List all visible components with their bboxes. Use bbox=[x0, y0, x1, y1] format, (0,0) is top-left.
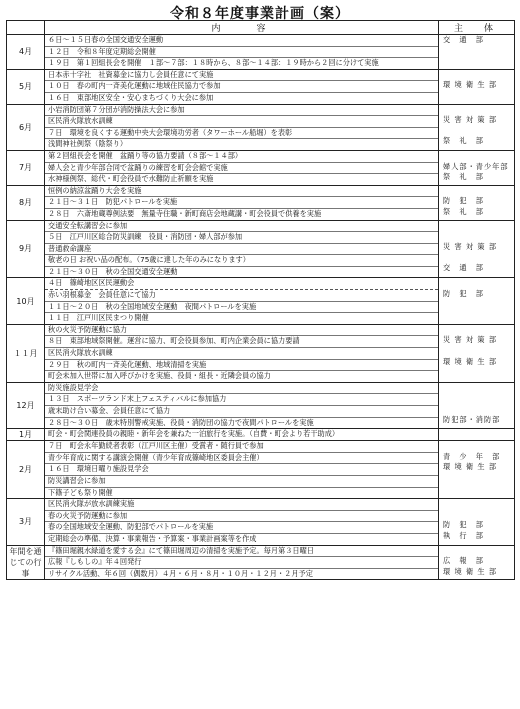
table-header-row bbox=[7, 21, 515, 35]
content-line: 水神様例祭、総代・町会役員で水難防止祈願を実施 bbox=[48, 174, 214, 184]
month-cell: 5月 bbox=[7, 69, 45, 104]
content-line: 区民消火隊が放水訓練実施 bbox=[45, 499, 438, 511]
subject-line bbox=[439, 484, 514, 495]
header-subject: 主 体 bbox=[439, 21, 515, 35]
subject-line bbox=[439, 56, 514, 67]
content-line: ２１日～３１日 防犯パトロールを実施 bbox=[45, 197, 438, 209]
subject-cell bbox=[439, 324, 515, 382]
subject-line bbox=[439, 252, 514, 263]
subject-cell bbox=[439, 220, 515, 278]
table-row bbox=[7, 185, 515, 220]
subject-line: 環 境 衛 生 部 bbox=[443, 356, 498, 366]
content-line: 交通安全転講習会に参加 bbox=[45, 221, 438, 233]
subject-line bbox=[439, 221, 514, 232]
subject-line bbox=[439, 186, 514, 197]
subject-line: 婦人部・青少年部 bbox=[443, 161, 509, 171]
header-month bbox=[7, 21, 45, 35]
content-cell bbox=[45, 382, 439, 428]
content-line: 青少年育成に関する講演会開催（青少年育成篠崎地区委員会主催） bbox=[45, 453, 438, 465]
content-line: ７日 町会永年勤続者表彰（江戸川区主催）受賞者・随行員で参加 bbox=[45, 441, 438, 453]
content-line: 町会未加入世帯に加入呼びかけを実施、役員・組長・近隣会員の協力 bbox=[48, 371, 271, 381]
content-cell bbox=[45, 441, 439, 499]
month-cell: 3月 bbox=[7, 499, 45, 545]
table-row bbox=[7, 150, 515, 185]
subject-line bbox=[439, 151, 514, 162]
content-line: ２８日 六斎地蔵尊例法要 無量寺住職・新町商店会地蔵講・町会役員で供養を実施 bbox=[48, 208, 322, 218]
content-line: 日本赤十字社 社資募金に協力し会員任意にて実施 bbox=[45, 70, 438, 82]
content-line: １６日 環境日曜り施設見学会 bbox=[45, 464, 438, 476]
content-line: 浅間神社例祭（陰祭り） bbox=[48, 139, 128, 149]
subject-line: 災 害 対 策 部 bbox=[443, 241, 498, 251]
content-line: 区民消火隊放水訓練 bbox=[45, 348, 438, 360]
content-line: 第２回組長会を開催 盆踊り等の協力要請（８部～１４部） bbox=[45, 151, 438, 163]
subject-line bbox=[439, 383, 514, 394]
content-cell bbox=[45, 429, 439, 441]
subject-line bbox=[439, 325, 514, 336]
table-row bbox=[7, 69, 515, 104]
subject-cell bbox=[439, 382, 515, 428]
table-body bbox=[7, 35, 515, 580]
month-cell: 1月 bbox=[7, 429, 45, 441]
content-cell bbox=[45, 545, 439, 580]
content-line: １３日 スポーツランド末上フェスティバルに参加協力 bbox=[45, 394, 438, 406]
table-row bbox=[7, 545, 515, 580]
content-line: ５日 江戸川区総合防災訓練 役員・消防団・婦人部が参加 bbox=[45, 232, 438, 244]
subject-line: 交 通 部 bbox=[443, 262, 484, 272]
subject-line bbox=[439, 105, 514, 116]
content-line: 春の全国地域安全運動、防犯部でパトロールを実施 bbox=[45, 522, 438, 534]
subject-line: 災 害 対 策 部 bbox=[443, 115, 498, 125]
content-line: １１日～２０日 秋の全国地域安全運動 夜間パトロールを実施 bbox=[45, 302, 438, 314]
month-cell: １１月 bbox=[7, 324, 45, 382]
content-cell bbox=[45, 104, 439, 150]
content-line: 赤い羽根募金 会員任意にて協力 bbox=[45, 290, 438, 302]
month-cell: 年間を通じての行事 bbox=[7, 545, 45, 580]
subject-cell bbox=[439, 545, 515, 580]
subject-line bbox=[439, 473, 514, 484]
content-line: ６日～１５日春の全国交通安全運動 bbox=[45, 35, 438, 47]
subject-line bbox=[439, 231, 514, 242]
subject-line bbox=[439, 300, 514, 311]
page-title: 令和８年度事業計画（案） bbox=[170, 6, 350, 22]
subject-cell bbox=[439, 69, 515, 104]
content-line: ２１日～３０日 秋の全国交通安全運動 bbox=[48, 266, 178, 276]
subject-line: 祭 礼 部 bbox=[443, 136, 484, 146]
subject-cell bbox=[439, 499, 515, 545]
content-line: 春の火災予防運動に参加 bbox=[45, 511, 438, 523]
subject-line bbox=[439, 278, 514, 289]
table-row bbox=[7, 324, 515, 382]
subject-line bbox=[439, 310, 514, 321]
month-cell: 10月 bbox=[7, 278, 45, 324]
content-line: 防災講習会に参加 bbox=[45, 476, 438, 488]
subject-cell bbox=[439, 104, 515, 150]
subject-line: 祭 礼 部 bbox=[443, 172, 484, 182]
subject-line: 防犯部・消防部 bbox=[443, 414, 501, 424]
subject-line bbox=[439, 404, 514, 415]
subject-line: 祭 礼 部 bbox=[443, 206, 484, 216]
subject-line bbox=[439, 546, 514, 557]
plan-table bbox=[6, 20, 515, 580]
subject-line bbox=[439, 499, 514, 510]
table-row bbox=[7, 382, 515, 428]
subject-line bbox=[439, 393, 514, 404]
content-cell bbox=[45, 150, 439, 185]
table-row bbox=[7, 441, 515, 499]
content-line: ７日 環境を良くする運動中央大会環境功労者（タワーホール船堀）を表彰 bbox=[45, 128, 438, 140]
month-cell: 7月 bbox=[7, 150, 45, 185]
table-row bbox=[7, 220, 515, 278]
content-cell bbox=[45, 324, 439, 382]
subject-line bbox=[439, 46, 514, 57]
content-line: 『篠田堀親水緑道を愛する会』にて篠田堀周辺の清掃を実施予定。毎月第３日曜日 bbox=[45, 546, 438, 558]
table-row bbox=[7, 429, 515, 441]
subject-line bbox=[439, 126, 514, 137]
content-line: 防災施設見学会 bbox=[45, 383, 438, 395]
content-line: 敬老の日 お祝い品の配布。（75歳に達した年のみになります） bbox=[45, 255, 438, 267]
content-line: 区民消火隊放水訓練 bbox=[45, 116, 438, 128]
content-line: 秋の火災予防運動に協力 bbox=[45, 325, 438, 337]
month-cell: 6月 bbox=[7, 104, 45, 150]
content-line: ８日 東部地域祭開催。運営に協力、町会役員参加、町内企業会員に協力要請 bbox=[45, 336, 438, 348]
content-line: 町会・町会関連役員の親睦・新年会を兼ねた一泊旅行を実施。（自費・町会より若干助成） bbox=[48, 429, 340, 439]
content-line: 下篠子ども祭り開催 bbox=[48, 487, 113, 497]
content-cell bbox=[45, 35, 439, 70]
table-row bbox=[7, 278, 515, 324]
subject-line: 執 行 部 bbox=[443, 530, 484, 540]
content-line: 定期総会の準備、決算・事業報告・予算案・事業計画案等を作成 bbox=[48, 533, 257, 543]
subject-line: 交 通 部 bbox=[443, 35, 484, 44]
subject-line bbox=[439, 91, 514, 102]
subject-line bbox=[439, 441, 514, 452]
month-cell: 4月 bbox=[7, 35, 45, 70]
content-line: 普通救命講座 bbox=[45, 244, 438, 256]
content-cell bbox=[45, 185, 439, 220]
table-row bbox=[7, 35, 515, 70]
header-content: 内 容 bbox=[45, 21, 439, 35]
content-line: 小岩消防団第７分団が消防操法大会に参加 bbox=[45, 105, 438, 117]
subject-line bbox=[439, 429, 514, 440]
content-cell bbox=[45, 499, 439, 545]
subject-line: 災 害 対 策 部 bbox=[443, 335, 498, 345]
content-line: １６日 東部地区安全・安心まちづくり大会に参加 bbox=[48, 92, 214, 102]
content-line: １２日 令和８年度定期総会開催 bbox=[45, 47, 438, 59]
subject-line bbox=[439, 367, 514, 378]
month-cell: 2月 bbox=[7, 441, 45, 499]
subject-line: 広 報 部 bbox=[443, 556, 484, 566]
subject-line: 防 犯 部 bbox=[443, 520, 484, 530]
table-row bbox=[7, 499, 515, 545]
content-line: １０日 春の町内一斉美化運動に地域住民協力で参加 bbox=[45, 81, 438, 93]
month-cell: 8月 bbox=[7, 185, 45, 220]
table-row bbox=[7, 104, 515, 150]
content-line: ２８日～３０日 歳末特別警戒実施、役員・消防団の協力で夜間パトロールを実施 bbox=[48, 417, 314, 427]
content-cell bbox=[45, 69, 439, 104]
subject-cell bbox=[439, 429, 515, 441]
subject-line: 防 犯 部 bbox=[443, 289, 484, 299]
subject-line: 青 少 年 部 bbox=[443, 451, 501, 461]
subject-line bbox=[439, 510, 514, 521]
content-line: １９日 第１回組長会を開催 １部～７部：１８時から、８部～１４部：１９時から２回に分けて実施 bbox=[48, 58, 379, 68]
month-cell: 12月 bbox=[7, 382, 45, 428]
subject-cell bbox=[439, 185, 515, 220]
content-line: 広報『しもしの』年４回発行 bbox=[45, 557, 438, 569]
subject-line bbox=[439, 346, 514, 357]
subject-line: 環 境 衛 生 部 bbox=[443, 80, 498, 90]
content-cell bbox=[45, 220, 439, 278]
subject-line bbox=[439, 70, 514, 81]
month-cell: 9月 bbox=[7, 220, 45, 278]
subject-line: 環 境 衛 生 部 bbox=[443, 462, 498, 472]
content-line: 婦人会と青少年部合同で盆踊りの練習を町会会館で実施 bbox=[45, 163, 438, 175]
content-line: 歳末助け合い募金、会員任意にて協力 bbox=[45, 406, 438, 418]
content-cell bbox=[45, 278, 439, 324]
subject-cell bbox=[439, 278, 515, 324]
subject-line: 環 境 衛 生 部 bbox=[443, 566, 498, 576]
subject-cell bbox=[439, 150, 515, 185]
content-line: １１日 江戸川区民まつり開催 bbox=[48, 313, 149, 323]
subject-line: 防 犯 部 bbox=[443, 196, 484, 206]
content-line: 恒例の納涼盆踊り大会を実施 bbox=[45, 186, 438, 198]
subject-cell bbox=[439, 35, 515, 70]
content-line: ２９日 秋の町内一斉美化運動、地域清掃を実施 bbox=[45, 360, 438, 372]
content-line: リサイクル活動、年６回（偶数月）４月・６月・８月・１０月・１２月・２月予定 bbox=[48, 568, 313, 578]
subject-cell bbox=[439, 441, 515, 499]
content-line: ４日 篠崎地区区民運動会 bbox=[45, 278, 438, 290]
